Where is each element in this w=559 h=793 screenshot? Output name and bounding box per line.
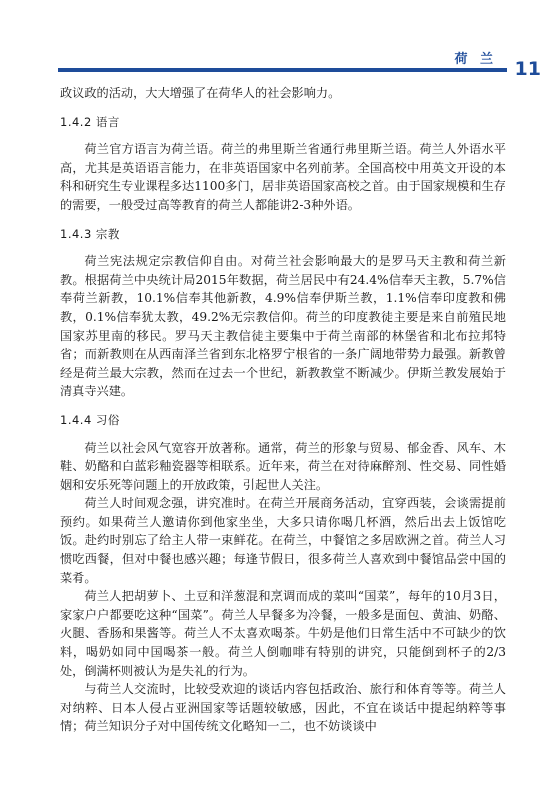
paragraph-customs-1: 荷兰以社会风气宽容开放著称。通常，荷兰的形象与贸易、郁金香、风车、木鞋、奶酪和白蓝彩釉瓷器等相联系。近年来，荷兰在对待麻醉剂、性交易、同性婚姻和安乐死等问题上的开放政策，引起世人关注。 — [60, 440, 506, 492]
page-body — [60, 84, 506, 736]
section-heading-language: 1.4.2 语言 — [60, 114, 120, 129]
page-header — [0, 0, 559, 80]
page-number: 11 — [514, 58, 541, 80]
paragraph-customs-2: 荷兰人时间观念强，讲究准时。在荷兰开展商务活动，宜穿西装，会谈需提前预约。如果荷兰人邀请你到他家坐坐，大多只请你喝几杯酒，然后出去上饭馆吃饭。赴约时别忘了给主人带一束鲜花。在荷兰，中餐馆之多居欧洲之首。荷兰人习惯吃西餐，但对中餐也感兴趣；每逢节假日，很多荷兰人喜欢到中餐馆品尝中国的菜肴。 — [60, 496, 506, 585]
section-heading-religion: 1.4.3 宗教 — [60, 226, 120, 241]
paragraph-language: 荷兰官方语言为荷兰语。荷兰的弗里斯兰省通行弗里斯兰语。荷兰人外语水平高，尤其是英语语言能力，在非英语国家中名列前茅。全国高校中用英文开设的本科和研究生专业课程多达1100多门，居非英语国家高校之首。由于国家规模和生存的需要，一般受过高等教育的荷兰人都能讲2-3种外语。 — [60, 142, 506, 212]
paragraph-religion: 荷兰宪法规定宗教信仰自由。对荷兰社会影响最大的是罗马天主教和荷兰新教。根据荷兰中央统计局2015年数据，荷兰居民中有24.4%信奉天主教，5.7%信奉荷兰新教，10.1%信奉其他新教，4.9%信奉伊斯兰教，1.1%信奉印度教和佛教，0.1%信奉犹太教，49.2%无宗教信仰。荷兰的印度教徒主要是来自前殖民地国家苏里南的移民。罗马天主教信徒主要集中于荷兰南部的林堡省和北布拉邦特省；而新教则在从西南泽兰省到东北格罗宁根省的一条广阔地带势力最强。新教曾经是荷兰最大宗教，然而在过去一个世纪，新教教堂不断减少。伊斯兰教发展始于清真寺兴建。 — [60, 254, 506, 399]
paragraph-customs-3: 荷兰人把胡萝卜、土豆和洋葱混和烹调而成的菜叫“国菜”，每年的10月3日，家家户户都要吃这种“国菜”。荷兰人早餐多为冷餐，一般多是面包、黄油、奶酪、火腿、香肠和果酱等。荷兰人不太喜欢喝茶。牛奶是他们日常生活中不可缺少的饮料，喝奶如同中国喝茶一般。荷兰人倒咖啡有特别的讲究，只能倒到杯子的2/3处，倒满杯则被认为是失礼的行为。 — [60, 589, 506, 678]
header-rule — [58, 68, 507, 72]
paragraph-customs-4: 与荷兰人交流时，比较受欢迎的谈话内容包括政治、旅行和体育等等。荷兰人对纳粹、日本人侵占亚洲国家等话题较敏感，因此，不宜在谈话中提起纳粹等事情；荷兰知识分子对中国传统文化略知一二，也不妨谈谈中 — [60, 682, 506, 734]
paragraph-continuation: 政议政的活动，大大增强了在荷华人的社会影响力。 — [60, 86, 341, 100]
section-heading-customs: 1.4.4 习俗 — [60, 412, 120, 427]
running-title: 荷 兰 — [454, 52, 497, 67]
